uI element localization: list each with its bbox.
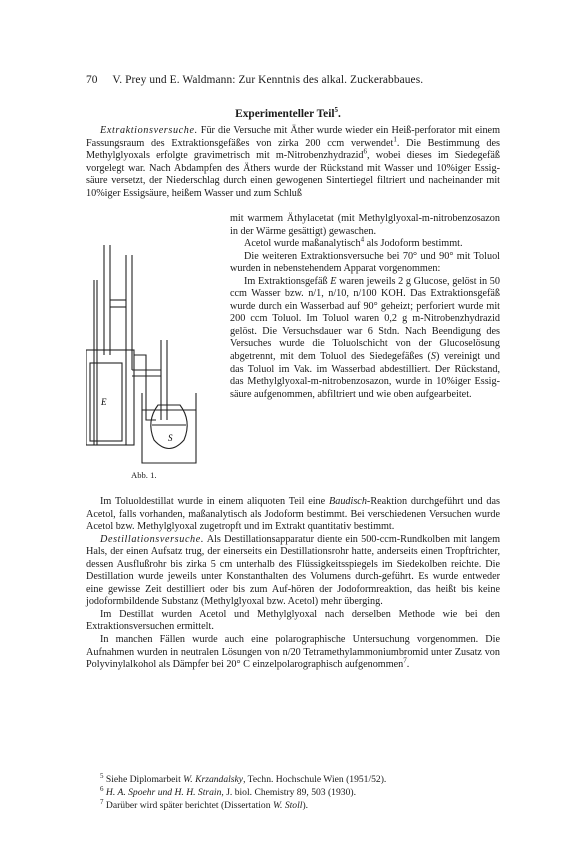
running-title: V. Prey und E. Waldmann: Zur Kenntnis des alkal. Zuckerabbaues. xyxy=(112,74,424,86)
paragraph-text: ) vereinigt und das Toluol im Vak. im Wasserbad abdestilliert. Der Rückstand, das Methylglyoxal-m-nitrobenzosazon, wurde in 10%iger Essig-säure aufgenommen, abfiltriert und wie oben aufgearbeitet. xyxy=(230,351,500,400)
footnote-text: , J. biol. Chemistry 89, 503 (1930). xyxy=(221,787,356,798)
heating-bath xyxy=(142,393,196,463)
footnote-ref: 4 xyxy=(360,235,365,244)
paragraph-text: als Jodoform bestimmt. xyxy=(364,238,463,250)
vessel-label: S xyxy=(430,351,437,363)
paragraph-text: . Die Bestimmung des Methylglyoxals erfolgte gravimetrisch mit m-Nitrobenzhydrazid xyxy=(86,137,500,162)
vessel-label: E xyxy=(330,275,337,287)
paragraph-text: . xyxy=(406,659,410,671)
water-bath xyxy=(86,350,134,445)
section-title: Experimenteller Teil$^5$. xyxy=(235,106,341,120)
person-name: Baudisch xyxy=(329,496,367,507)
footnote-text: Siehe Diplomarbeit xyxy=(103,774,184,785)
paragraph-acetol xyxy=(230,235,500,251)
footnote-number: 7 xyxy=(100,797,104,806)
figure-label-e: E xyxy=(101,397,107,407)
footnote-text: Darüber wird später berichtet (Dissertation xyxy=(103,800,273,811)
paragraph-text: Im Extraktionsgefäß xyxy=(244,275,331,287)
paragraph-text: , wobei dieses im Siedegefäß vorgelegt war. Nach Abdampfen des Äthers wurde der Rückstand mit Wasser und 10%iger Essig-säure versetzt, der Niederschlag durch einen gewogenen Sintertiegel filtriert und nacheinander mit 10%iger Essigsäure, heißem Wasser und zum Schluß xyxy=(86,150,500,199)
paragraph-text: Für die Versuche mit Äther wurde wieder ein Heiß-perforator mit einem Fassungsraum des Extraktionsgefäßes von zirka 200 ccm verwendet xyxy=(86,125,500,149)
footnotes xyxy=(100,773,500,812)
paragraph-distillate: Im Destillat wurden Acetol und Methylglyoxal nach derselben Methode wie bei den Extraktionsversuchen ermittelt. xyxy=(86,608,500,633)
figure-caption: Abb. 1. xyxy=(131,470,157,480)
paragraph-text: waren jeweils 2 g Glucose, gelöst in 50 ccm Wasser bzw. n/1, n/10, n/100 KOH. Das Extraktionsgefäß wurde durch ein Wasserbad auf 90° geheizt; perforiert wurde mit 200 ccm Toluol. Im Toluol waren 0,2 g m-Nitrobenzhydrazid gelöst. Die Versuchsdauer war 6 Stdn. Nach Beendigung des Versuches wurde die Toluolschicht von der Glucoselösung abgetrennt, mit dem Toluol des Siedegefäßes ( xyxy=(230,275,500,363)
page-number: 70 xyxy=(86,74,98,86)
apparatus-figure xyxy=(86,245,226,470)
person-name: W. Stoll xyxy=(272,800,303,811)
paragraph-text: Als Destillationsapparatur diente ein 500-ccm-Rundkolben mit langem Hals, der einen Aufsatz trug, der einerseits ein Destillationsrohr hatte, anderseits einen Tropftrichter, dessen Ausflußrohr bis zirka 5 cm unterhalb des Flüssigkeitsspiegels im Siedekolben reichte. Die Destillation wurde jeweils unter Konstanthalten des Volumens durch-geführt. Es wurde entweder eine gewisse Zeit destilliert oder bis zum Auf-hören der Jodoformreaktion, das heißt bis keine jodoformbildende Substanz (Methylglyoxal bzw. Acetol) mehr überging. xyxy=(86,533,500,608)
footnote-ref: 5 xyxy=(334,106,339,115)
footnote-ref: 7 xyxy=(403,656,407,665)
side-column-text xyxy=(230,213,500,401)
paragraph-text: Acetol wurde maßanalytisch xyxy=(244,238,361,250)
paragraph-text: Im Toluoldestillat wurde in einem aliquoten Teil eine xyxy=(100,496,329,507)
person-name: W. Krzandalsky xyxy=(183,774,244,785)
paragraph-text: -Reaktion durchgeführt und das Acetol, falls vorhanden, maßanalytisch als Jodoform bestimmt. Bei verschiedenen Versuchen wurde Acetol bzw. Methylglyoxal zugetropft und im Extrakt quantitativ bestimmt. xyxy=(86,496,501,533)
footnote xyxy=(100,773,500,786)
paragraph-distillation xyxy=(86,534,500,609)
footnote xyxy=(100,786,500,799)
footnote-ref: 1 xyxy=(393,135,397,144)
running-header xyxy=(86,74,500,86)
paragraph-continuation: mit warmem Äthylacetat (mit Methylglyoxal-m-nitrobenzosazon in der Wärme gesättigt) gewaschen. xyxy=(230,213,500,237)
footnote xyxy=(100,799,500,812)
section-title-text: Experimenteller Teil xyxy=(235,108,335,120)
paragraph-further-experiments: Die weiteren Extraktionsversuche bei 70° und 90° mit Toluol wurden in nebenstehendem Apparat vorgenommen: xyxy=(230,250,500,275)
paragraph-extraction-vessel xyxy=(230,276,500,401)
paragraph-polarography xyxy=(86,634,500,672)
footnote-text: ). xyxy=(302,800,309,811)
run-in-heading: Extraktionsversuche. xyxy=(100,125,198,136)
footnote-text: , Techn. Hochschule Wien (1951/52). xyxy=(243,774,387,785)
figure-label-s: S xyxy=(168,433,173,443)
person-name: H. A. Spoehr und H. H. Strain xyxy=(105,787,222,798)
paragraph-toluene-distillate xyxy=(86,496,500,534)
run-in-heading: Destillationsversuche. xyxy=(100,533,205,545)
lower-text xyxy=(86,496,500,672)
paragraph-extraction-intro xyxy=(86,125,500,200)
footnote-ref: 6 xyxy=(363,147,368,156)
footnote-number: 5 xyxy=(100,771,104,780)
footnote-number: 6 xyxy=(100,784,104,793)
paragraph-text: In manchen Fällen wurde auch eine polarographische Untersuchung vorgenommen. Die Aufnahmen wurden in neutralen Lösungen von n/20 Tetramethylammoniumbromid unter Zusatz von Polyvinylalkohol als Dämpfer bei 20° C einzelpolarographisch aufgenommen xyxy=(86,634,500,671)
